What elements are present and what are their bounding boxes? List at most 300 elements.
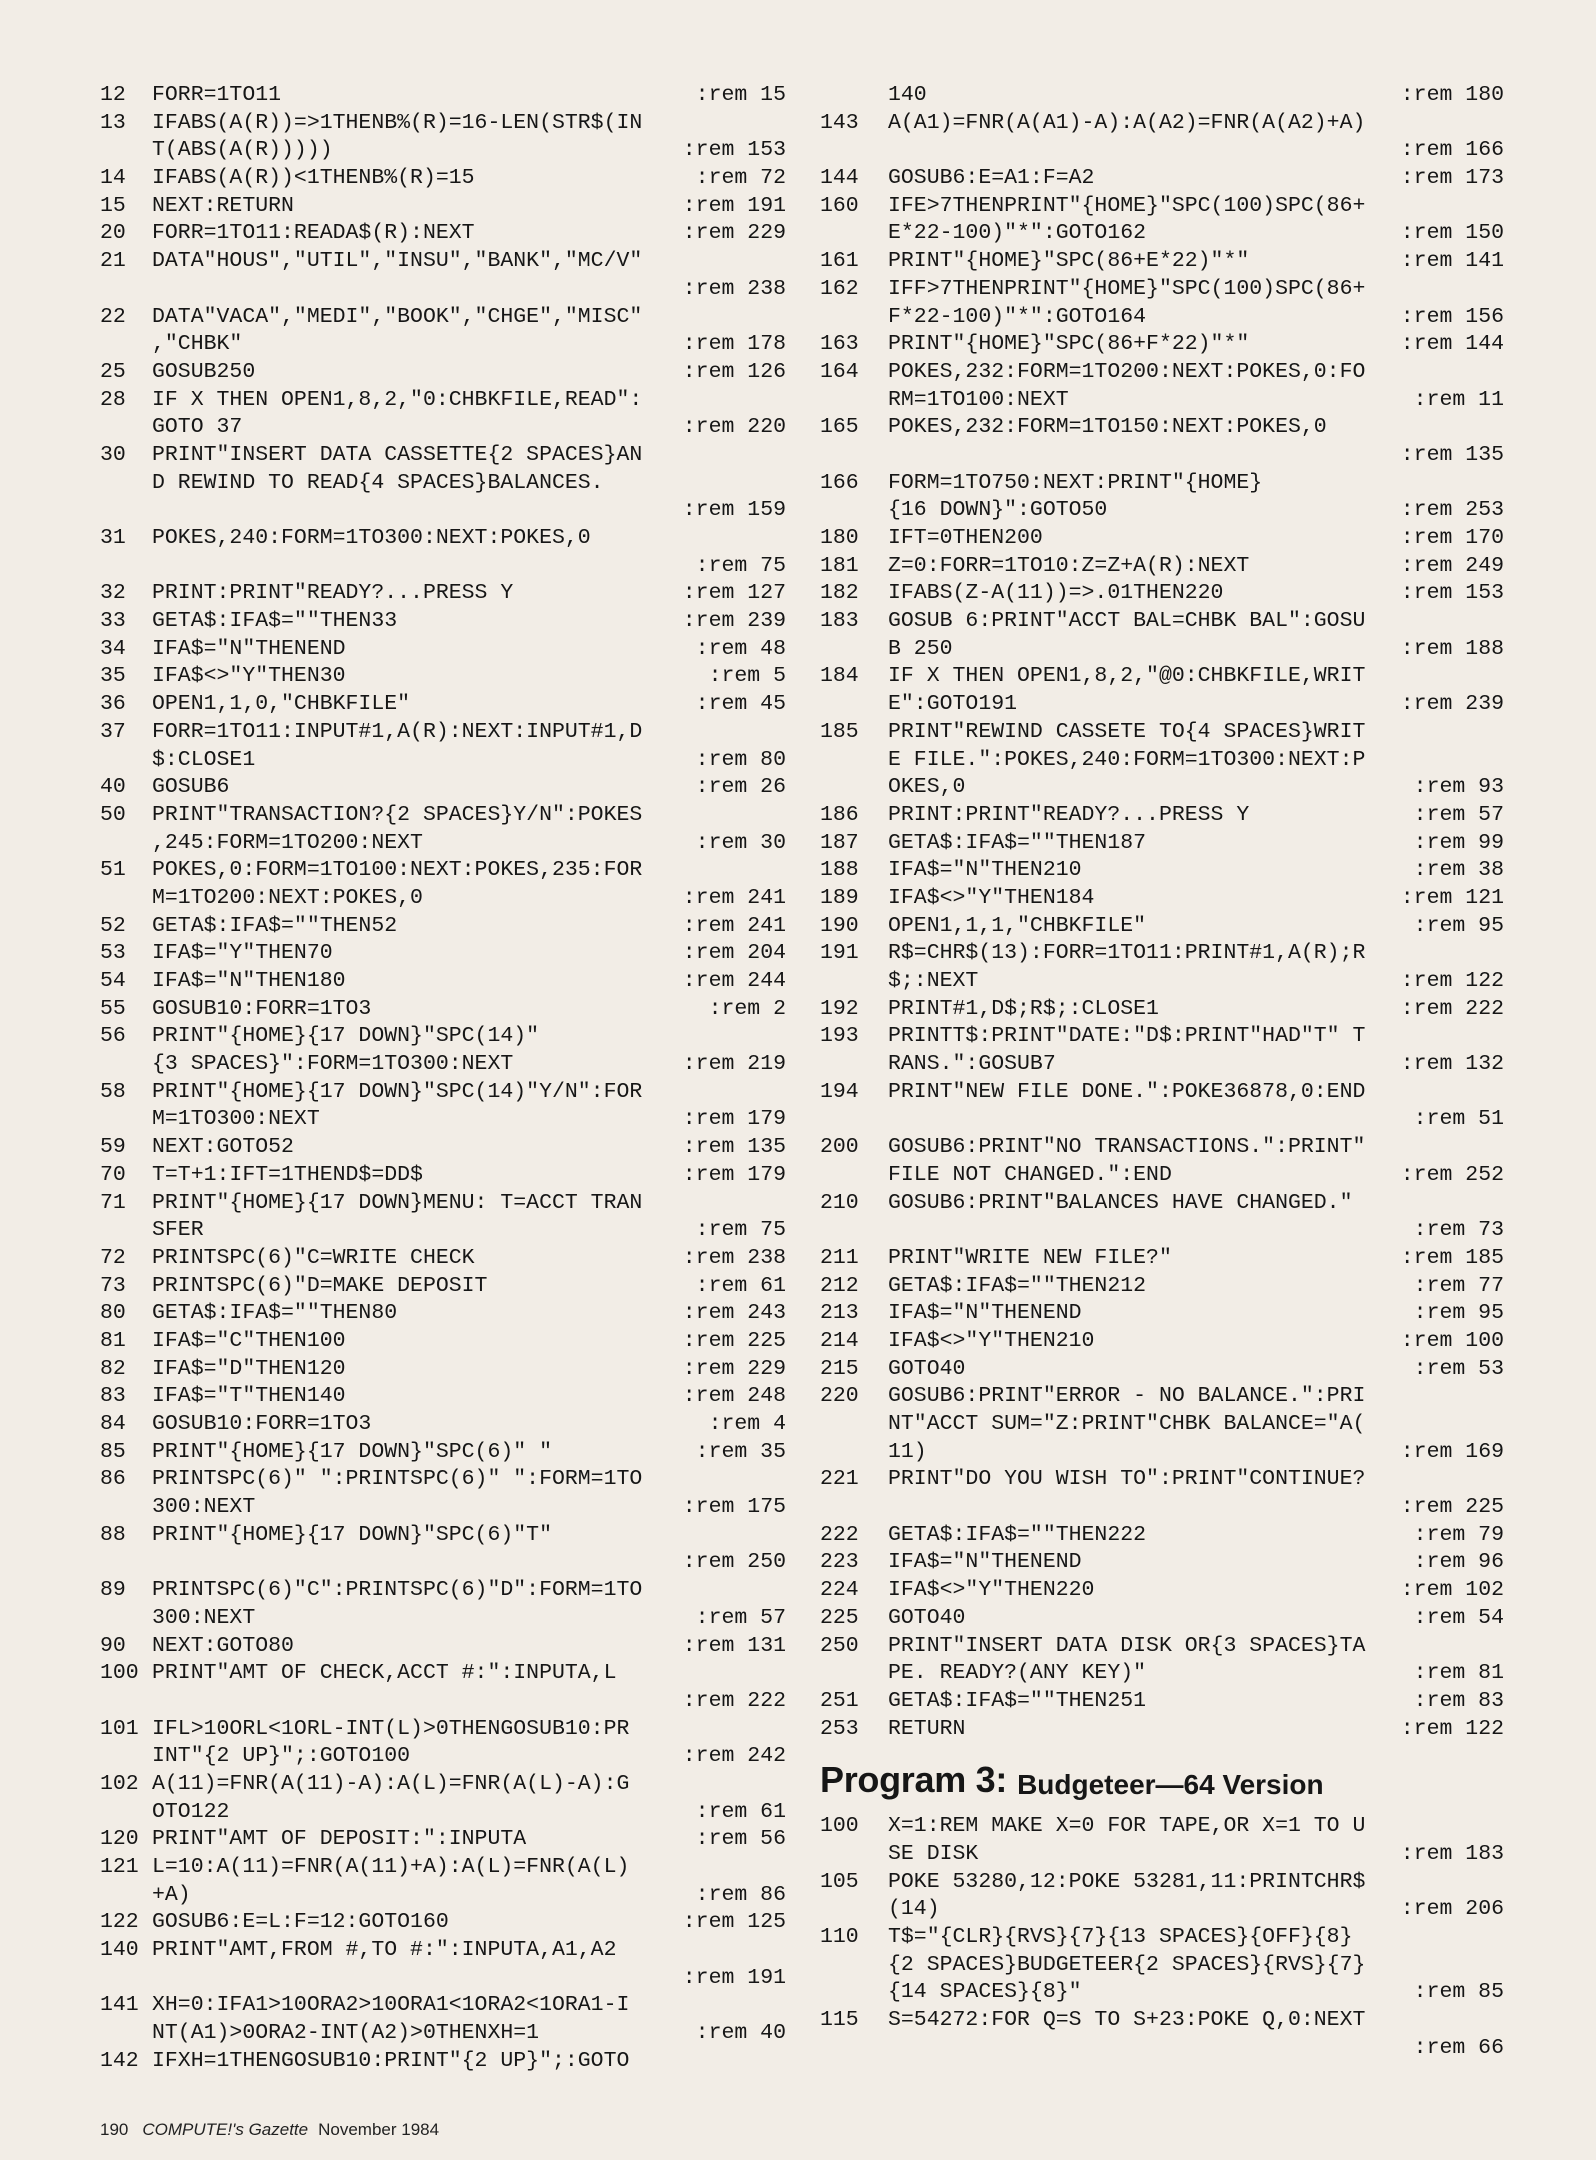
line-number: 189	[820, 885, 859, 910]
line-number: 253	[820, 1716, 859, 1741]
line-number: 251	[820, 1688, 859, 1713]
line-checksum: :rem 239	[682, 609, 786, 634]
listing-line	[820, 913, 1504, 941]
line-number: 12	[100, 83, 126, 107]
line-code: GOSUB6:E=L:F=12:GOTO160	[152, 1910, 449, 1935]
line-number: 13	[100, 110, 126, 135]
line-number: 191	[820, 941, 859, 966]
listing-line	[100, 663, 786, 691]
listing-line	[100, 1688, 786, 1716]
line-checksum: :rem 2	[708, 996, 786, 1021]
line-code: IFA$="N"THENEND	[888, 1550, 1082, 1575]
listing-line	[100, 802, 786, 830]
line-code: PRINT"INSERT DATA DISK OR{3 SPACES}TA	[888, 1633, 1366, 1658]
line-code: 300:NEXT	[152, 1605, 256, 1630]
line-checksum: :rem 180	[1400, 83, 1504, 107]
line-code: IFL>10ORL<1ORL-INT(L)>0THENGOSUB10:PR	[152, 1716, 630, 1741]
listing-line	[100, 2020, 786, 2048]
line-checksum: :rem 4	[708, 1412, 786, 1436]
line-code: IFA$="D"THEN120	[152, 1356, 346, 1381]
line-code: 140	[888, 83, 927, 107]
listing-line	[100, 719, 786, 747]
line-number: 82	[100, 1356, 126, 1381]
line-number: 215	[820, 1356, 859, 1381]
listing-line	[100, 137, 786, 165]
line-checksum: :rem 248	[682, 1384, 786, 1409]
line-checksum: :rem 156	[1400, 304, 1504, 329]
listing-line	[820, 1439, 1504, 1467]
line-number: 162	[820, 276, 859, 301]
line-checksum: :rem 153	[1400, 581, 1504, 606]
line-code: +A)	[152, 1882, 191, 1907]
line-checksum: :rem 102	[1400, 1578, 1504, 1603]
line-number: 115	[820, 2008, 859, 2033]
line-code: SE DISK	[888, 1841, 979, 1866]
listing-line	[100, 1743, 786, 1771]
line-number: 83	[100, 1384, 126, 1409]
listing-line	[100, 1411, 786, 1439]
listing-line	[100, 1909, 786, 1937]
line-code: ,245:FORM=1TO200:NEXT	[152, 830, 423, 855]
line-checksum: :rem 35	[695, 1439, 786, 1464]
line-code: PRINT"NEW FILE DONE.":POKE36878,0:END	[888, 1079, 1366, 1104]
line-number: 90	[100, 1633, 126, 1658]
listing-line	[820, 1162, 1504, 1190]
line-code: IFT=0THEN200	[888, 526, 1043, 550]
line-code: IFA$<>"Y"THEN210	[888, 1328, 1095, 1353]
line-checksum: :rem 73	[1413, 1218, 1504, 1243]
listing-line	[100, 497, 786, 525]
line-code: PRINT:PRINT"READY?...PRESS Y	[888, 802, 1250, 827]
line-number: 25	[100, 359, 126, 384]
line-number: 183	[820, 609, 859, 634]
line-code: X=1:REM MAKE X=0 FOR TAPE,OR X=1 TO U	[888, 1814, 1366, 1839]
listing-line	[820, 747, 1504, 775]
line-number: 142	[100, 2048, 139, 2073]
line-checksum: :rem 204	[682, 941, 786, 966]
line-code: GOSUB6:PRINT"NO TRANSACTIONS.":PRINT"	[888, 1135, 1366, 1160]
line-code: POKES,240:FORM=1TO300:NEXT:POKES,0	[152, 526, 591, 550]
line-code: E FILE.":POKES,240:FORM=1TO300:NEXT:P	[888, 747, 1366, 772]
listing-line	[820, 1217, 1504, 1245]
line-number: 110	[820, 1925, 859, 1949]
line-number: 166	[820, 470, 859, 495]
line-number: 212	[820, 1273, 859, 1298]
line-code: GOTO 37	[152, 415, 243, 440]
line-code: (14)	[888, 1897, 940, 1922]
line-number: 21	[100, 249, 126, 274]
line-number: 14	[100, 166, 126, 191]
listing-line	[820, 1952, 1504, 1980]
listing-line	[820, 802, 1504, 830]
line-code: FORM=1TO750:NEXT:PRINT"{HOME}	[888, 470, 1263, 495]
line-checksum: :rem 121	[1400, 885, 1504, 910]
listing-line	[820, 331, 1504, 359]
line-checksum: :rem 150	[1400, 221, 1504, 246]
line-number: 56	[100, 1024, 126, 1049]
listing-line	[100, 1245, 786, 1273]
line-checksum: :rem 53	[1413, 1356, 1504, 1381]
line-code: PRINT"AMT,FROM #,TO #:":INPUTA,A1,A2	[152, 1938, 617, 1963]
line-checksum: :rem 81	[1413, 1661, 1504, 1686]
line-checksum: :rem 243	[682, 1301, 786, 1326]
line-number: 210	[820, 1190, 859, 1215]
listing-line	[820, 1079, 1504, 1107]
line-number: 192	[820, 996, 859, 1021]
listing-line	[100, 1383, 786, 1411]
listing-line	[100, 387, 786, 415]
listing-line	[100, 1605, 786, 1633]
listing-line	[100, 165, 786, 193]
listing-line	[820, 2035, 1504, 2063]
line-checksum: :rem 173	[1400, 166, 1504, 191]
listing-line	[100, 1439, 786, 1467]
line-code: R$=CHR$(13):FORR=1TO11:PRINT#1,A(R);R	[888, 941, 1366, 966]
line-checksum: :rem 144	[1400, 332, 1504, 357]
listing-line	[820, 719, 1504, 747]
listing-line	[820, 1300, 1504, 1328]
listing-line	[100, 1633, 786, 1661]
line-checksum: :rem 206	[1400, 1897, 1504, 1922]
line-number: 58	[100, 1079, 126, 1104]
line-code: $;:NEXT	[888, 969, 979, 993]
line-code: FORR=1TO11:READA$(R):NEXT	[152, 221, 475, 246]
listing-line	[820, 774, 1504, 802]
line-number: 211	[820, 1245, 859, 1270]
listing-line	[100, 1162, 786, 1190]
line-code: DATA"VACA","MEDI","BOOK","CHGE","MISC"	[152, 304, 643, 329]
line-number: 184	[820, 664, 859, 689]
listing-line	[820, 2007, 1504, 2035]
line-checksum: :rem 175	[682, 1495, 786, 1520]
line-number: 22	[100, 304, 126, 329]
line-number: 250	[820, 1633, 859, 1658]
line-number: 73	[100, 1273, 126, 1298]
line-code: GETA$:IFA$=""THEN187	[888, 830, 1147, 855]
line-number: 223	[820, 1550, 859, 1575]
line-code: PRINT:PRINT"READY?...PRESS Y	[152, 581, 514, 606]
listing-line	[100, 691, 786, 719]
listing-line	[820, 193, 1504, 221]
line-checksum: :rem 15	[695, 83, 786, 107]
line-checksum: :rem 188	[1400, 636, 1504, 661]
listing-line	[100, 1273, 786, 1301]
listing-line	[820, 996, 1504, 1024]
program-3-subtitle: Budgeteer—64 Version	[1017, 1769, 1324, 1801]
listing-line	[100, 553, 786, 581]
line-checksum: :rem 61	[695, 1273, 786, 1298]
line-code: DATA"HOUS","UTIL","INSU","BANK","MC/V"	[152, 249, 643, 274]
line-code: PRINT"AMT OF CHECK,ACCT #:":INPUTA,L	[152, 1661, 617, 1686]
listing-line	[820, 137, 1504, 165]
listing-line	[820, 1494, 1504, 1522]
listing-line	[100, 636, 786, 664]
line-checksum: :rem 222	[682, 1688, 786, 1713]
line-code: PRINTSPC(6)" ":PRINTSPC(6)" ":FORM=1TO	[152, 1467, 643, 1492]
left-column-listing	[100, 82, 786, 2076]
line-code: GOSUB10:FORR=1TO3	[152, 996, 372, 1021]
issue-date: November 1984	[318, 2120, 440, 2139]
listing-line	[820, 387, 1504, 415]
listing-line	[820, 248, 1504, 276]
line-number: 121	[100, 1855, 139, 1879]
line-checksum: :rem 122	[1400, 1716, 1504, 1741]
line-number: 140	[100, 1938, 139, 1963]
line-checksum: :rem 229	[682, 1356, 786, 1381]
line-checksum: :rem 66	[1413, 2035, 1504, 2060]
line-checksum: :rem 185	[1400, 1245, 1504, 1270]
line-code: S=54272:FOR Q=S TO S+23:POKE Q,0:NEXT	[888, 2008, 1366, 2033]
listing-line	[100, 1466, 786, 1494]
line-code: NEXT:RETURN	[152, 193, 294, 218]
line-code: T=T+1:IFT=1THEND$=DD$	[152, 1162, 423, 1187]
page-footer	[100, 2120, 439, 2140]
line-number: 182	[820, 581, 859, 606]
line-number: 37	[100, 719, 126, 744]
line-checksum: :rem 45	[695, 692, 786, 717]
line-code: IF X THEN OPEN1,8,2,"0:CHBKFILE,READ":	[152, 387, 643, 412]
line-code: PRINT"{HOME}{17 DOWN}"SPC(14)"	[152, 1024, 540, 1049]
line-checksum: :rem 75	[695, 1218, 786, 1243]
line-number: 164	[820, 359, 859, 384]
listing-line	[820, 442, 1504, 470]
listing-line	[100, 1522, 786, 1550]
listing-line	[820, 1577, 1504, 1605]
line-checksum: :rem 96	[1413, 1550, 1504, 1575]
listing-line	[100, 996, 786, 1024]
line-number: 200	[820, 1135, 859, 1160]
line-checksum: :rem 122	[1400, 969, 1504, 993]
line-checksum: :rem 225	[682, 1328, 786, 1353]
listing-line	[100, 414, 786, 442]
line-code: PRINT"{HOME}"SPC(86+E*22)"*"	[888, 249, 1250, 274]
line-code: IFA$<>"Y"THEN220	[888, 1578, 1095, 1603]
line-checksum: :rem 242	[682, 1744, 786, 1769]
listing-line	[100, 1190, 786, 1218]
line-code: 300:NEXT	[152, 1495, 256, 1520]
line-code: GETA$:IFA$=""THEN251	[888, 1688, 1147, 1713]
line-checksum: :rem 220	[682, 415, 786, 440]
listing-line	[820, 1356, 1504, 1384]
line-code: PRINT"TRANSACTION?{2 SPACES}Y/N":POKES	[152, 802, 643, 827]
listing-line	[820, 1716, 1504, 1744]
line-code: PRINTSPC(6)"C":PRINTSPC(6)"D":FORM=1TO	[152, 1578, 643, 1603]
listing-line	[820, 1660, 1504, 1688]
line-number: 105	[820, 1869, 859, 1894]
line-checksum: :rem 222	[1400, 996, 1504, 1021]
line-code: POKES,0:FORM=1TO100:NEXT:POKES,235:FOR	[152, 858, 643, 883]
line-code: $:CLOSE1	[152, 747, 256, 772]
listing-line	[820, 1245, 1504, 1273]
line-number: 89	[100, 1578, 126, 1603]
listing-line	[820, 857, 1504, 885]
line-number: 100	[820, 1814, 859, 1839]
line-number: 20	[100, 221, 126, 246]
line-number: 28	[100, 387, 126, 412]
line-code: IFABS(A(R))<1THENB%(R)=15	[152, 166, 475, 191]
listing-line	[100, 940, 786, 968]
line-number: 222	[820, 1522, 859, 1547]
line-code: NEXT:GOTO80	[152, 1633, 294, 1658]
listing-line	[100, 1549, 786, 1577]
line-checksum: :rem 57	[695, 1605, 786, 1630]
line-code: IFA$="N"THENEND	[152, 636, 346, 661]
line-checksum: :rem 26	[695, 775, 786, 800]
line-code: IFA$<>"Y"THEN30	[152, 664, 346, 689]
listing-line	[820, 1466, 1504, 1494]
line-number: 71	[100, 1190, 126, 1215]
line-number: 70	[100, 1162, 126, 1187]
line-checksum: :rem 51	[1413, 1107, 1504, 1132]
line-number: 220	[820, 1384, 859, 1409]
listing-line	[820, 940, 1504, 968]
line-checksum: :rem 178	[682, 332, 786, 357]
listing-line	[820, 1688, 1504, 1716]
listing-line	[820, 553, 1504, 581]
line-number: 120	[100, 1827, 139, 1852]
line-number: 144	[820, 166, 859, 191]
line-code: OTO122	[152, 1799, 230, 1824]
listing-line	[100, 857, 786, 885]
listing-line	[820, 580, 1504, 608]
line-checksum: :rem 135	[1400, 442, 1504, 467]
line-code: {16 DOWN}":GOTO50	[888, 498, 1108, 523]
line-checksum: :rem 83	[1413, 1688, 1504, 1713]
publication-name: COMPUTE!'s Gazette	[142, 2120, 309, 2139]
line-number: 180	[820, 526, 859, 550]
line-code: PRINT#1,D$;R$;:CLOSE1	[888, 996, 1159, 1021]
line-number: 72	[100, 1245, 126, 1270]
line-checksum: :rem 191	[682, 1965, 786, 1990]
line-checksum: :rem 100	[1400, 1328, 1504, 1353]
line-number: 40	[100, 775, 126, 800]
line-checksum: :rem 127	[682, 581, 786, 606]
line-number: 193	[820, 1024, 859, 1049]
page-number: 190	[100, 2120, 129, 2139]
line-code: A(A1)=FNR(A(A1)-A):A(A2)=FNR(A(A2)+A)	[888, 110, 1366, 135]
line-number: 122	[100, 1910, 139, 1935]
line-code: GOSUB 6:PRINT"ACCT BAL=CHBK BAL":GOSU	[888, 609, 1366, 634]
line-code: FILE NOT CHANGED.":END	[888, 1162, 1172, 1187]
line-checksum: :rem 219	[682, 1052, 786, 1077]
line-code: PRINT"{HOME}{17 DOWN}"SPC(14)"Y/N":FOR	[152, 1079, 643, 1104]
listing-line	[100, 1134, 786, 1162]
line-checksum: :rem 239	[1400, 692, 1504, 717]
listing-line	[100, 442, 786, 470]
line-checksum: :rem 95	[1413, 1301, 1504, 1326]
line-code: Z=0:FORR=1TO10:Z=Z+A(R):NEXT	[888, 553, 1250, 578]
line-code: OPEN1,1,1,"CHBKFILE"	[888, 913, 1147, 938]
line-code: NT"ACCT SUM="Z:PRINT"CHBK BALANCE="A(	[888, 1412, 1366, 1436]
line-number: 188	[820, 858, 859, 883]
line-checksum: :rem 40	[695, 2021, 786, 2046]
listing-line	[820, 663, 1504, 691]
line-code: POKE 53280,12:POKE 53281,11:PRINTCHR$	[888, 1869, 1366, 1894]
listing-line	[820, 830, 1504, 858]
line-checksum: :rem 48	[695, 636, 786, 661]
listing-line	[820, 1633, 1504, 1661]
line-code: POKES,232:FORM=1TO150:NEXT:POKES,0	[888, 415, 1327, 440]
listing-line	[100, 2048, 786, 2076]
listing-line	[100, 774, 786, 802]
line-code: GOSUB6:PRINT"BALANCES HAVE CHANGED."	[888, 1190, 1353, 1215]
line-number: 224	[820, 1578, 859, 1603]
listing-line	[820, 1383, 1504, 1411]
line-checksum: :rem 11	[1413, 387, 1504, 412]
line-code: RANS.":GOSUB7	[888, 1052, 1056, 1077]
line-checksum: :rem 38	[1413, 858, 1504, 883]
listing-line	[100, 1882, 786, 1910]
listing-line	[100, 1328, 786, 1356]
line-checksum: :rem 54	[1413, 1605, 1504, 1630]
line-checksum: :rem 238	[682, 276, 786, 301]
listing-line	[100, 747, 786, 775]
line-number: 86	[100, 1467, 126, 1492]
line-checksum: :rem 79	[1413, 1522, 1504, 1547]
line-code: PRINTT$:PRINT"DATE:"D$:PRINT"HAD"T" T	[888, 1024, 1366, 1049]
line-code: E":GOTO191	[888, 692, 1018, 717]
line-code: F*22-100)"*":GOTO164	[888, 304, 1147, 329]
listing-line	[820, 1522, 1504, 1550]
line-code: IFABS(Z-A(11))=>.01THEN220	[888, 581, 1224, 606]
line-checksum: :rem 225	[1400, 1495, 1504, 1520]
line-code: IFA$<>"Y"THEN184	[888, 885, 1095, 910]
line-number: 187	[820, 830, 859, 855]
line-code: PRINTSPC(6)"D=MAKE DEPOSIT	[152, 1273, 488, 1298]
line-checksum: :rem 75	[695, 553, 786, 578]
line-code: OKES,0	[888, 775, 966, 800]
line-code: M=1TO300:NEXT	[152, 1107, 320, 1132]
line-number: 88	[100, 1522, 126, 1547]
listing-line	[820, 1841, 1504, 1869]
line-checksum: :rem 252	[1400, 1162, 1504, 1187]
line-checksum: :rem 141	[1400, 249, 1504, 274]
listing-line	[100, 1854, 786, 1882]
line-number: 30	[100, 442, 126, 467]
line-code: PRINT"DO YOU WISH TO":PRINT"CONTINUE?	[888, 1467, 1366, 1492]
listing-line	[100, 1660, 786, 1688]
line-number: 221	[820, 1467, 859, 1492]
line-code: GETA$:IFA$=""THEN222	[888, 1522, 1147, 1547]
line-checksum: :rem 126	[682, 359, 786, 384]
line-checksum: :rem 85	[1413, 1980, 1504, 2005]
line-code: IFA$="N"THEN180	[152, 969, 346, 993]
listing-line	[100, 608, 786, 636]
line-number: 80	[100, 1301, 126, 1326]
line-number: 161	[820, 249, 859, 274]
line-code: B 250	[888, 636, 953, 661]
line-code: IFA$="Y"THEN70	[152, 941, 333, 966]
listing-line	[820, 525, 1504, 553]
listing-line	[100, 830, 786, 858]
listing-line	[100, 359, 786, 387]
line-code: PRINTSPC(6)"C=WRITE CHECK	[152, 1245, 475, 1270]
line-code: {3 SPACES}":FORM=1TO300:NEXT	[152, 1052, 514, 1077]
line-code: PRINT"{HOME}{17 DOWN}"SPC(6)"T"	[152, 1522, 552, 1547]
line-checksum: :rem 238	[682, 1245, 786, 1270]
line-checksum: :rem 229	[682, 221, 786, 246]
line-number: 181	[820, 553, 859, 578]
line-checksum: :rem 56	[695, 1827, 786, 1852]
line-number: 53	[100, 941, 126, 966]
line-code: POKES,232:FORM=1TO200:NEXT:POKES,0:FO	[888, 359, 1366, 384]
line-checksum: :rem 61	[695, 1799, 786, 1824]
line-number: 52	[100, 913, 126, 938]
line-number: 51	[100, 858, 126, 883]
line-number: 85	[100, 1439, 126, 1464]
line-code: GOSUB6:E=A1:F=A2	[888, 166, 1095, 191]
listing-line	[100, 193, 786, 221]
